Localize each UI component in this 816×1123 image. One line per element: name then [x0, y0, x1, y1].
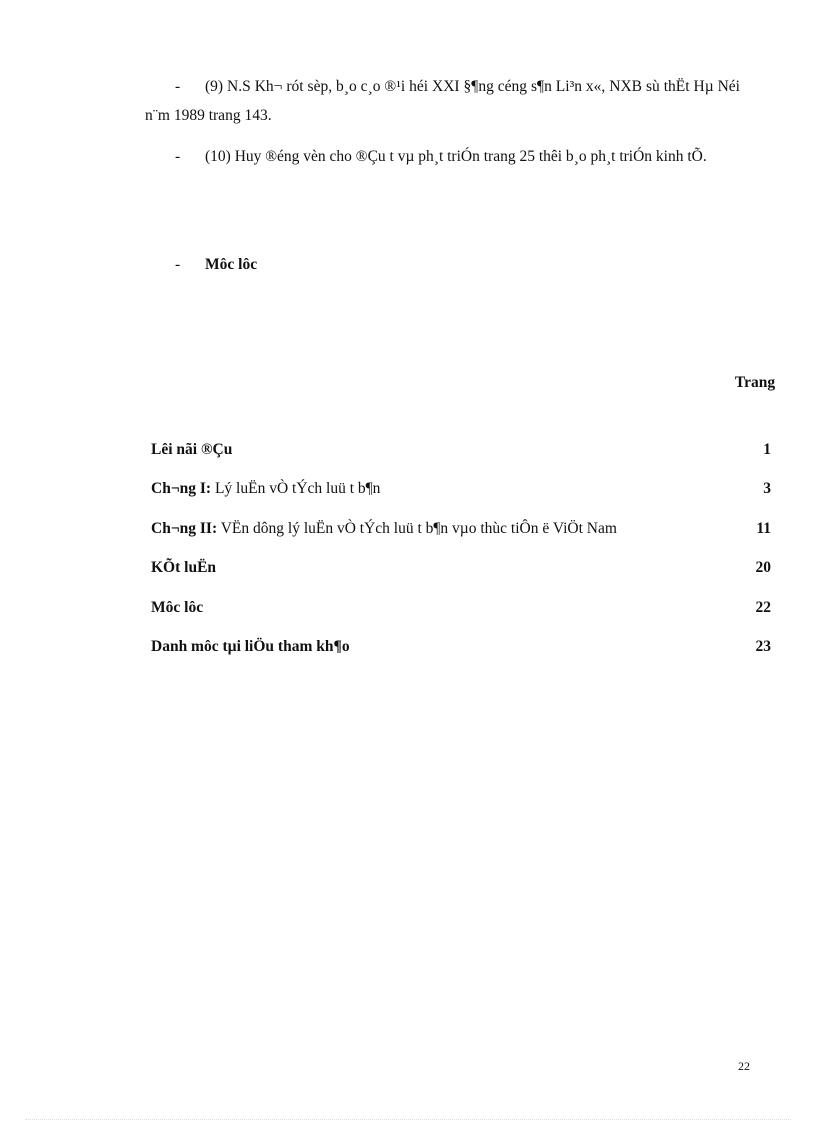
- toc-title: [151, 435, 232, 464]
- toc-row: [151, 593, 771, 632]
- toc-page-number: 3: [763, 480, 771, 498]
- toc-row: [151, 632, 771, 671]
- toc-title: [151, 593, 203, 622]
- toc-title: [151, 632, 350, 661]
- reference-text: (10) Huy ®éng vèn cho ®Çu t vµ ph¸t triÓn trang 25 thêi b¸o ph¸t triÓn kinh tÕ.: [205, 148, 707, 165]
- list-dash: -: [175, 256, 181, 273]
- list-dash: -: [175, 148, 181, 165]
- toc-row: [151, 553, 771, 592]
- toc-page-number: 1: [763, 441, 771, 458]
- reference-text: (9) N.S Kh¬ rót sèp, b¸o c¸o ®¹i héi XXI §¶ng céng s¶n Li³n x«, NXB sù thËt Hµ Néi n¨m 1989 trang 143.: [145, 78, 740, 124]
- toc-title-rest: VËn dông lý luËn vÒ tÝch luü t b¶n vµo thùc tiÔn ë ViÖt Nam: [217, 519, 617, 537]
- toc-title-bold: KÕt luËn: [151, 559, 217, 577]
- toc-page-number: 22: [755, 598, 771, 616]
- toc-title-bold: Ch¬ng I:: [151, 480, 212, 498]
- toc-title-bold: Môc lôc: [151, 598, 204, 616]
- toc-title-bold: Ch¬ng II:: [151, 519, 218, 537]
- list-dash: -: [175, 78, 181, 95]
- toc-row: [151, 435, 771, 474]
- page-column-header: Trang: [734, 374, 776, 391]
- toc-title-bold: Danh môc tµi liÖu tham kh¶o: [151, 637, 350, 655]
- section-title: Môc lôc: [205, 256, 258, 273]
- toc-title: [151, 474, 380, 503]
- reference-item: [145, 142, 740, 171]
- toc-page-number: 20: [755, 559, 771, 577]
- toc-title: [151, 553, 216, 582]
- reference-item: [145, 72, 740, 130]
- toc-page-number: 23: [755, 637, 771, 655]
- toc-title-rest: Lý luËn vÒ tÝch luü t b¶n: [211, 480, 381, 498]
- table-of-contents: [151, 435, 771, 671]
- toc-title-bold: Lêi nãi ®Çu: [151, 441, 233, 458]
- toc-row: [151, 514, 771, 553]
- toc-row: [151, 474, 771, 513]
- page-number: 22: [738, 1059, 750, 1073]
- toc-title: [151, 514, 617, 543]
- page-bottom-divider: [25, 1119, 791, 1120]
- section-heading: [145, 250, 257, 279]
- toc-page-number: 11: [756, 519, 771, 537]
